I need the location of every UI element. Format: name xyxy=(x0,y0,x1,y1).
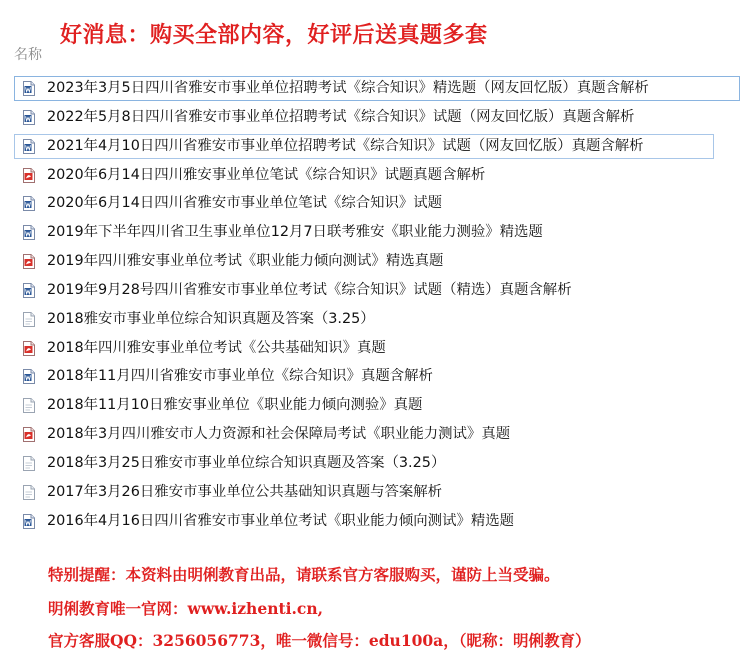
notice-warning: 特别提醒：本资料由明俐教育出品，请联系官方客服购买，谨防上当受骗。 xyxy=(48,565,560,584)
file-row[interactable] xyxy=(14,422,740,447)
file-row[interactable] xyxy=(14,76,740,101)
pdf-doc-icon xyxy=(23,341,35,356)
file-row[interactable] xyxy=(14,220,740,245)
file-name: 2022年5月8日四川省雅安市事业单位招聘考试《综合知识》试题（网友回忆版）真题含解析 xyxy=(47,108,635,125)
file-row[interactable] xyxy=(14,393,740,418)
word-doc-icon xyxy=(23,514,35,529)
word-doc-icon xyxy=(23,225,35,240)
file-name: 2023年3月5日四川省雅安市事业单位招聘考试《综合知识》精选题（网友回忆版）真题含解析 xyxy=(47,80,649,96)
file-name: 2018年11月四川省雅安市事业单位《综合知识》真题含解析 xyxy=(47,368,433,385)
word-doc-icon xyxy=(23,283,35,298)
file-row[interactable] xyxy=(14,307,740,332)
generic-doc-icon xyxy=(23,456,35,471)
notice-contact: 官方客服QQ：3256056773，唯一微信号：edu100a，（昵称：明俐教育） xyxy=(48,631,591,650)
pdf-doc-icon xyxy=(23,427,35,442)
file-name: 2016年4月16日四川省雅安市事业单位考试《职业能力倾向测试》精选题 xyxy=(47,512,515,529)
promo-banner: 好消息：购买全部内容，好评后送真题多套 xyxy=(60,22,488,48)
file-name: 2018年3月25日雅安市事业单位综合知识真题及答案（3.25） xyxy=(47,454,446,471)
file-row[interactable] xyxy=(14,163,740,188)
word-doc-icon xyxy=(23,110,35,125)
word-doc-icon xyxy=(23,369,35,384)
file-row[interactable] xyxy=(14,134,714,159)
file-name: 2019年四川雅安事业单位考试《职业能力倾向测试》精选真题 xyxy=(47,253,444,270)
word-doc-icon xyxy=(23,81,35,96)
file-row[interactable] xyxy=(14,249,740,274)
file-name: 2021年4月10日四川省雅安市事业单位招聘考试《综合知识》试题（网友回忆版）真题含解析 xyxy=(47,137,644,154)
file-name: 2018雅安市事业单位综合知识真题及答案（3.25） xyxy=(47,310,375,327)
column-header-name[interactable]: 名称 xyxy=(14,47,42,62)
file-name: 2018年四川雅安事业单位考试《公共基础知识》真题 xyxy=(47,339,386,356)
generic-doc-icon xyxy=(23,398,35,413)
file-row[interactable] xyxy=(14,509,740,534)
file-name: 2017年3月26日雅安市事业单位公共基础知识真题与答案解析 xyxy=(47,483,443,500)
pdf-doc-icon xyxy=(23,254,35,269)
file-name: 2020年6月14日四川雅安事业单位笔试《综合知识》试题真题含解析 xyxy=(47,166,486,183)
file-row[interactable] xyxy=(14,191,740,216)
file-row[interactable] xyxy=(14,451,740,476)
file-name: 2018年11月10日雅安事业单位《职业能力倾向测验》真题 xyxy=(47,397,423,414)
file-row[interactable] xyxy=(14,336,740,361)
file-row[interactable] xyxy=(14,105,740,130)
notice-website: 明俐教育唯一官网：www.izhenti.cn, xyxy=(48,599,324,618)
word-doc-icon xyxy=(23,139,35,154)
file-name: 2020年6月14日四川省雅安市事业单位笔试《综合知识》试题 xyxy=(47,195,443,212)
word-doc-icon xyxy=(23,196,35,211)
file-name: 2019年下半年四川省卫生事业单位12月7日联考雅安《职业能力测验》精选题 xyxy=(47,224,543,241)
pdf-doc-icon xyxy=(23,168,35,183)
file-row[interactable] xyxy=(14,278,740,303)
generic-doc-icon xyxy=(23,485,35,500)
file-list xyxy=(14,76,740,538)
file-name: 2018年3月四川雅安市人力资源和社会保障局考试《职业能力测试》真题 xyxy=(47,426,511,443)
file-name: 2019年9月28号四川省雅安市事业单位考试《综合知识》试题（精选）真题含解析 xyxy=(47,281,572,298)
file-row[interactable] xyxy=(14,480,740,505)
file-row[interactable] xyxy=(14,364,740,389)
generic-doc-icon xyxy=(23,312,35,327)
